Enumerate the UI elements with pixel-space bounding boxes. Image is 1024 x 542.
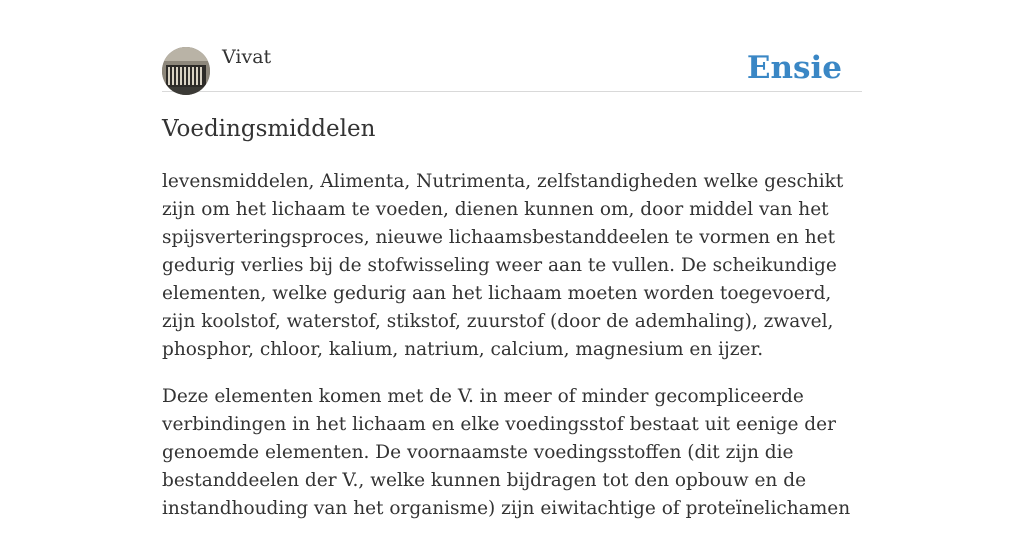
article-paragraph: levensmiddelen, Alimenta, Nutrimenta, zelfstandigheden welke geschikt zijn om het lichaam te voeden, dienen kunnen om, door middel van het spijsverteringsproces, nieuwe lichaamsbestanddeelen te vormen en het gedurig verlies bij de stofwisseling weer aan te vullen. De scheikundige elementen, welke gedurig aan het lichaam moeten worden toegevoerd, zijn koolstof, waterstof, stikstof, zuurstof (door de ademhaling), zwavel, phosphor, chloor, kalium, natrium, calcium, magnesium en ijzer. [162, 171, 844, 360]
article-paragraph: Deze elementen komen met de V. in meer of minder gecompliceerde verbindingen in het lichaam en elke voedingsstof bestaat uit eenige der genoemde elementen. De voornaamste voedingsstoffen (dit zijn die bestanddeelen der V., welke kunnen bijdragen tot den opbouw en de instandhouding van het organisme) zijn eiwitachtige of proteïnelichamen [162, 386, 851, 519]
site-logo[interactable]: Ensie [746, 50, 842, 86]
article-title: Voedingsmiddelen [162, 116, 376, 142]
article-body [162, 168, 862, 542]
page-container [162, 0, 862, 519]
author-name[interactable]: Vivat [222, 46, 272, 68]
article-header [162, 0, 862, 92]
avatar-image [162, 47, 210, 95]
author-avatar[interactable] [162, 47, 210, 95]
